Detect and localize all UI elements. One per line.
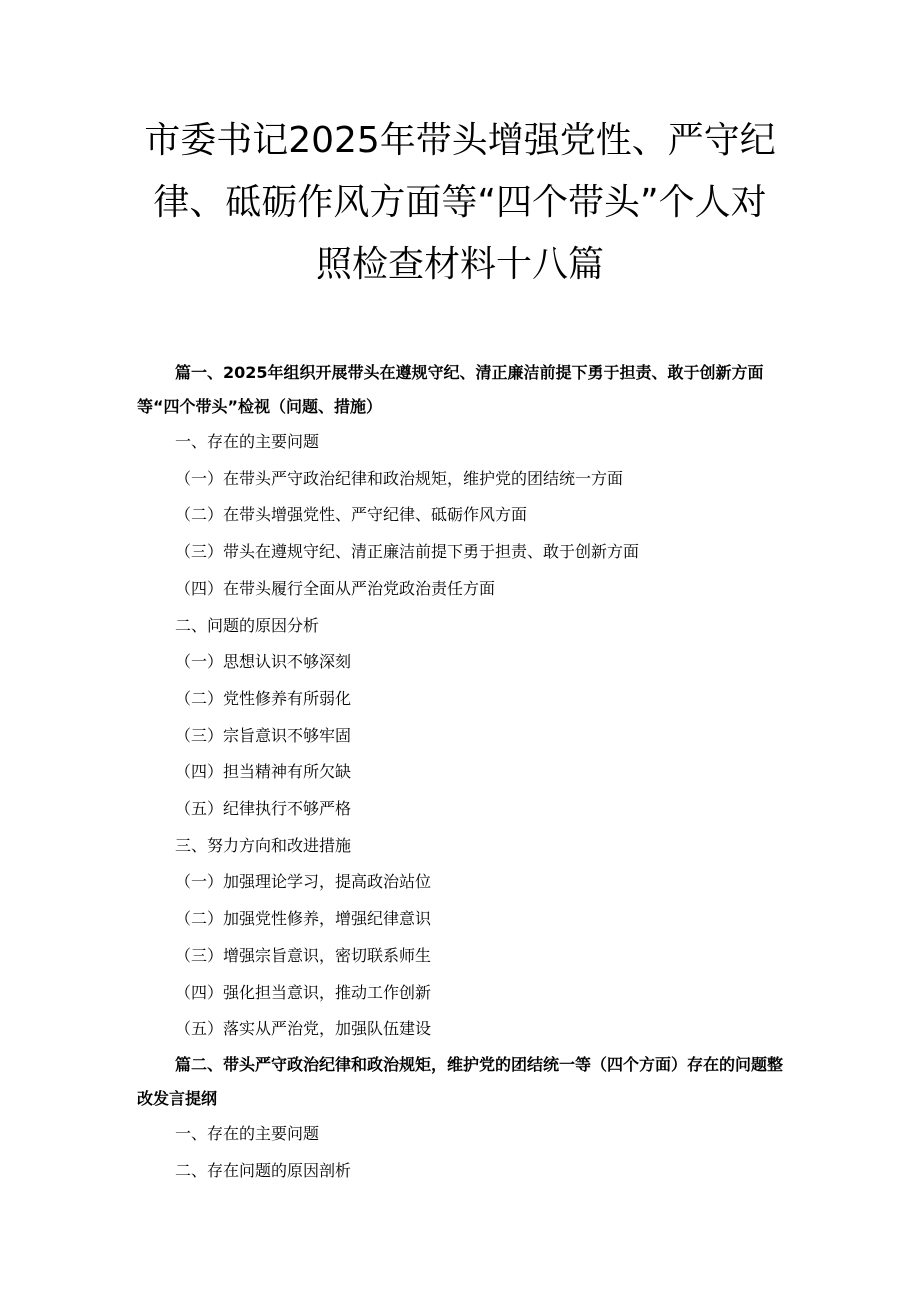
outline-line: （三）宗旨意识不够牢固: [175, 725, 352, 745]
outline-line: （一）思想认识不够深刻: [175, 652, 352, 672]
outline-line: （五）纪律执行不够严格: [175, 799, 352, 819]
title-line: 市委书记2025年带头增强党性、严守纪: [144, 120, 776, 161]
section-heading-part1: 篇一、2025年组织开展带头在遵规守纪、清正廉洁前提下勇于担责、敢于创新方面等“四个带头”检视（问题、措施）: [137, 363, 764, 416]
section-heading-part2: 篇二、带头严守政治纪律和政治规矩，维护党的团结统一等（四个方面）存在的问题整改发言提纲: [137, 1054, 784, 1108]
outline-line: 二、存在问题的原因剖析: [175, 1160, 352, 1180]
outline-line: （二）党性修养有所弱化: [175, 688, 352, 708]
outline-line: 二、问题的原因分析: [175, 615, 320, 635]
title-line: 照检查材料十八篇: [315, 244, 604, 285]
outline-line: （四）在带头履行全面从严治党政治责任方面: [175, 578, 496, 598]
outline-line: （一）在带头严守政治纪律和政治规矩，维护党的团结统一方面: [175, 468, 624, 488]
outline-line: 一、存在的主要问题: [175, 432, 320, 451]
outline-line: （二）加强党性修养，增强纪律意识: [175, 909, 432, 929]
outline-line: （二）在带头增强党性、严守纪律、砥砺作风方面: [175, 505, 528, 525]
outline-line: （三）增强宗旨意识，密切联系师生: [175, 945, 432, 965]
outline-line: （五）落实从严治党，加强队伍建设: [175, 1019, 432, 1039]
outline-line: 三、努力方向和改进措施: [175, 835, 352, 855]
outline-line: （一）加强理论学习，提高政治站位: [175, 872, 432, 892]
outline-line: （四）强化担当意识，推动工作创新: [175, 982, 432, 1002]
document-title: [140, 110, 780, 296]
outline-line: 一、存在的主要问题: [175, 1123, 320, 1143]
title-line: 律、砥砺作风方面等“四个带头”个人对: [153, 182, 767, 223]
document-body: [137, 356, 787, 1189]
outline-line: （四）担当精神有所欠缺: [175, 762, 352, 782]
outline-line: （三）带头在遵规守纪、清正廉洁前提下勇于担责、敢于创新方面: [175, 542, 640, 562]
